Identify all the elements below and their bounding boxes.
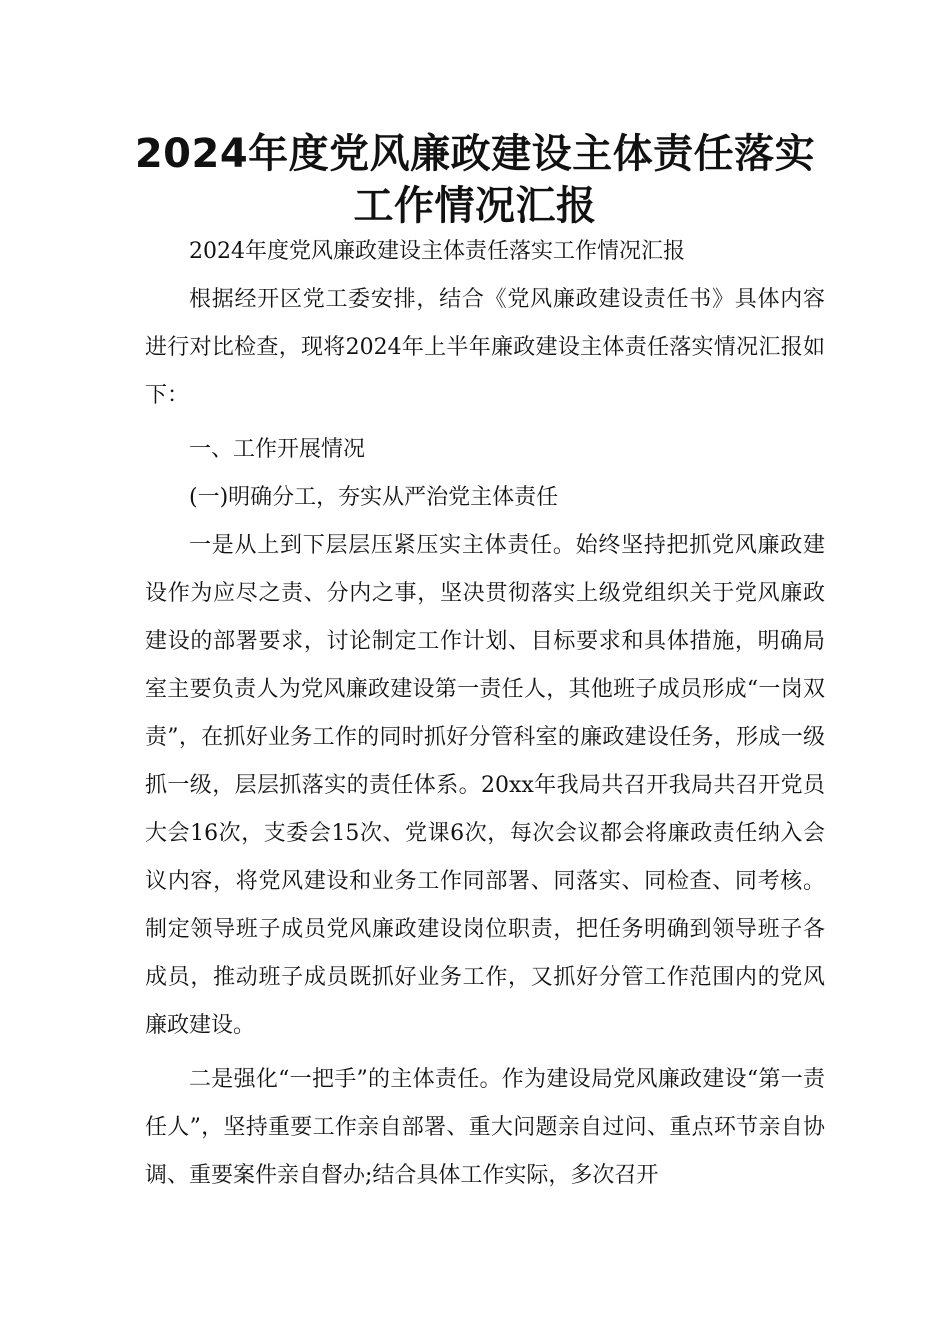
subsection-heading: (一)明确分工，夯实从严治党主体责任 [189, 485, 559, 510]
paragraph-intro: 根据经开区党工委安排，结合《党风廉政建设责任书》具体内容进行对比检查，现将2024年上半年廉政建设主体责任落实情况汇报如下： [145, 287, 825, 408]
paragraph-point-two: 二是强化“一把手”的主体责任。作为建设局党风廉政建设“第一责任人”，坚持重要工作亲自部署、重大问题亲自过问、重点环节亲自协调、重要案件亲自督办;结合具体工作实际，多次召开 [145, 1067, 825, 1188]
document-title: 2024年度党风廉政建设主体责任落实工作情况汇报 [134, 131, 816, 229]
paragraph-subtitle: 2024年度党风廉政建设主体责任落实工作情况汇报 [189, 239, 685, 264]
document-body [145, 228, 825, 1206]
paragraph-point-one: 一是从上到下层层压紧压实主体责任。始终坚持把抓党风廉政建设作为应尽之责、分内之事，坚决贯彻落实上级党组织关于党风廉政建设的部署要求，讨论制定工作计划、目标要求和具体措施，明确局室主要负责人为党风廉政建设第一责任人，其他班子成员形成“一岗双责”，在抓好业务工作的同时抓好分管科室的廉政建设任务，形成一级抓一级，层层抓落实的责任体系。20xx年我局共召开我局共召开党员大会16次，支委会15次、党课6次，每次会议都会将廉政责任纳入会议内容，将党风建设和业务工作同部署、同落实、同检查、同考核。制定领导班子成员党风廉政建设岗位职责，把任务明确到领导班子各成员，推动班子成员既抓好业务工作，又抓好分管工作范围内的党风廉政建设。 [145, 533, 825, 1038]
section-heading: 一、工作开展情况 [189, 437, 366, 462]
